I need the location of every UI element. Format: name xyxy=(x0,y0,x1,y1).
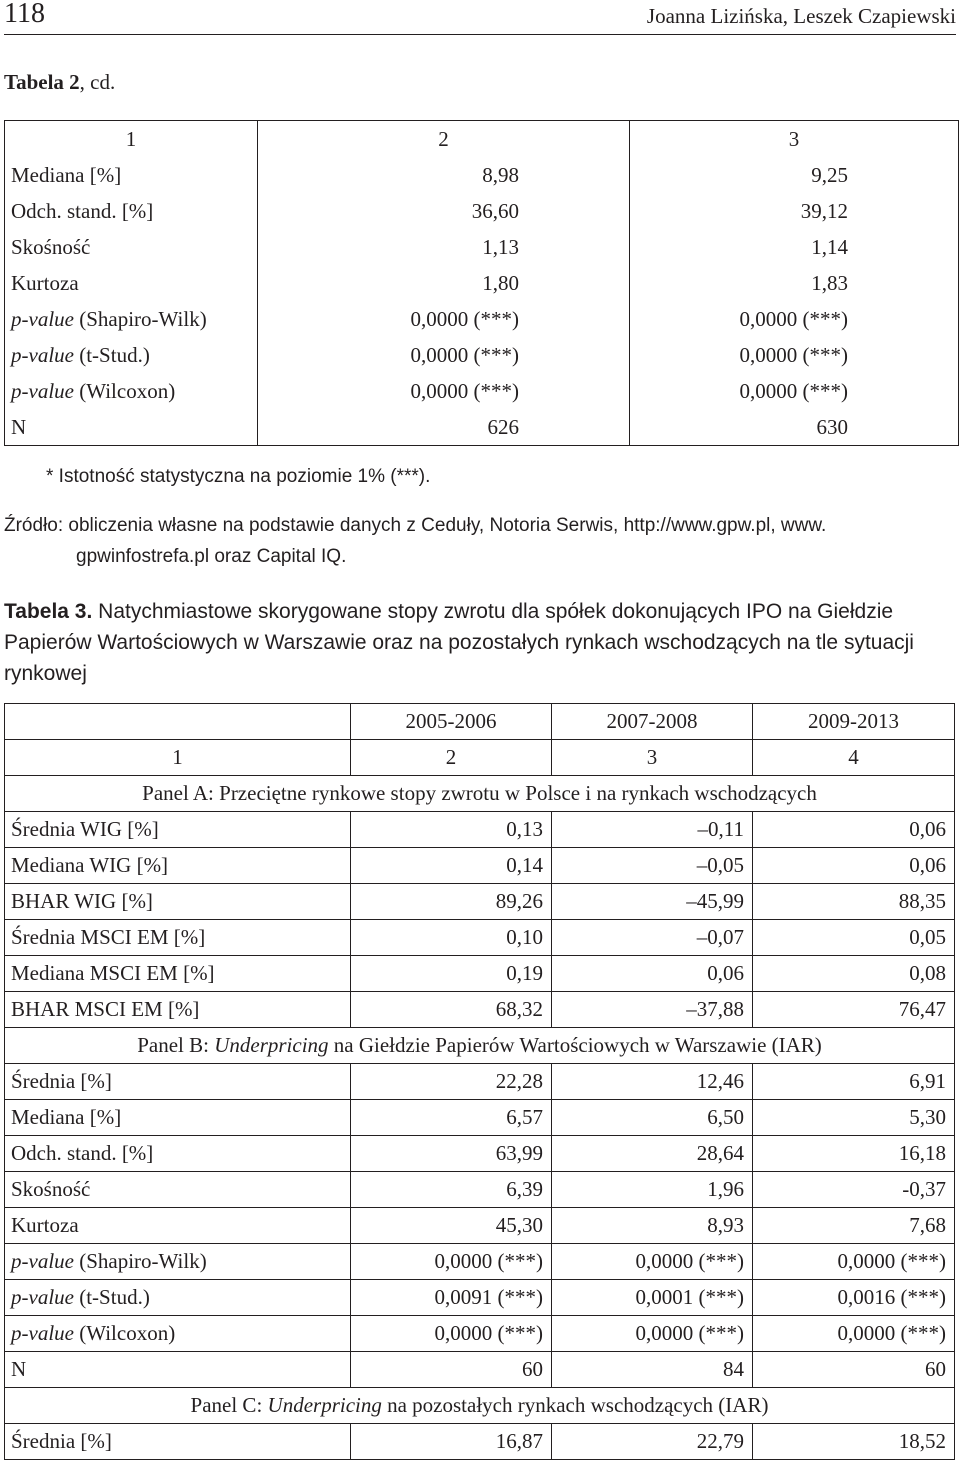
table3-row xyxy=(5,1352,955,1388)
value-cell: 60 xyxy=(753,1352,955,1388)
value-cell: –45,99 xyxy=(552,884,753,920)
row-label-text: Średnia [%] xyxy=(11,1069,112,1093)
row-label-italic: p-value xyxy=(11,378,74,403)
row-label xyxy=(5,920,351,956)
value-cell: 0,06 xyxy=(552,956,753,992)
table3-period-header xyxy=(5,704,351,740)
value-cell: 89,26 xyxy=(351,884,552,920)
table2-caption xyxy=(4,70,115,95)
source-line: Źródło: obliczenia własne na podstawie danych z Ceduły, Notoria Serwis, http://www.gpw.pl, www. xyxy=(4,515,827,536)
value-cell: 1,14 xyxy=(630,229,959,265)
table3-period-header: 2009-2013 xyxy=(753,704,955,740)
value-cell: 6,91 xyxy=(753,1064,955,1100)
table3-row xyxy=(5,992,955,1028)
row-label-italic: p-value xyxy=(11,1321,74,1345)
table2-caption-label: Tabela 2 xyxy=(4,70,80,94)
value-cell: 16,87 xyxy=(351,1424,552,1460)
value-cell: 0,0091 (***) xyxy=(351,1280,552,1316)
panel-b-title-part: Underpricing xyxy=(214,1033,329,1057)
row-label-italic: p-value xyxy=(11,1285,74,1309)
panel-a-header-row xyxy=(5,776,955,812)
value-cell: 7,68 xyxy=(753,1208,955,1244)
value-cell: 60 xyxy=(351,1352,552,1388)
running-head-authors: Joanna Lizińska, Leszek Czapiewski xyxy=(646,4,956,28)
table3-caption-label: Tabela 3. xyxy=(4,600,93,623)
row-label-text: (t-Stud.) xyxy=(73,342,150,367)
row-label-text: N xyxy=(11,1357,27,1381)
value-cell: 0,0000 (***) xyxy=(630,373,959,409)
row-label-text: Odch. stand. [%] xyxy=(11,1141,154,1165)
row-label-text: Kurtoza xyxy=(11,1213,79,1237)
table3-col-number-row xyxy=(5,740,955,776)
value-cell: 68,32 xyxy=(351,992,552,1028)
table3-row xyxy=(5,1244,955,1280)
row-label xyxy=(5,956,351,992)
value-cell: –0,11 xyxy=(552,812,753,848)
row-label xyxy=(5,1244,351,1280)
row-label-text: Mediana MSCI EM [%] xyxy=(11,961,215,985)
row-label xyxy=(5,848,351,884)
value-cell: 0,0000 (***) xyxy=(351,1316,552,1352)
table2-caption-rest: , cd. xyxy=(79,70,116,94)
panel-c-title xyxy=(5,1388,955,1424)
value-cell: 84 xyxy=(552,1352,753,1388)
table3-caption xyxy=(4,596,954,689)
panel-b-title xyxy=(5,1028,955,1064)
table3-row xyxy=(5,1208,955,1244)
value-cell: 0,0000 (***) xyxy=(258,373,630,409)
value-cell: -0,37 xyxy=(753,1172,955,1208)
value-cell: 36,60 xyxy=(258,193,630,229)
value-cell: 0,0000 (***) xyxy=(630,337,959,373)
row-label xyxy=(5,1316,351,1352)
row-label xyxy=(5,1100,351,1136)
value-cell: 0,0000 (***) xyxy=(258,337,630,373)
value-cell: 8,98 xyxy=(258,157,630,193)
table2-col-header: 1 xyxy=(5,121,258,158)
row-label-text: (Wilcoxon) xyxy=(73,1321,176,1345)
panel-c-header-row xyxy=(5,1388,955,1424)
value-cell: 0,10 xyxy=(351,920,552,956)
row-label-italic: p-value xyxy=(11,1249,74,1273)
row-label-text: Średnia WIG [%] xyxy=(11,817,159,841)
row-label-italic: p-value xyxy=(11,306,74,331)
row-label-text: Odch. stand. [%] xyxy=(11,198,154,223)
row-label-text: (Shapiro-Wilk) xyxy=(73,1249,207,1273)
panel-c-title-part: na pozostałych rynkach wschodzących (IAR) xyxy=(381,1393,769,1417)
table3-caption-text: Natychmiastowe skorygowane stopy zwrotu dla spółek dokonujących IPO na Giełdzie Papierów Wartościowych w Warszawie oraz na pozostałych rynkach wschodzących na tle sytuacji rynkowej xyxy=(4,600,914,685)
panel-b-title-part: na Giełdzie Papierów Wartościowych w Warszawie (IAR) xyxy=(328,1033,822,1057)
row-label xyxy=(5,1280,351,1316)
value-cell: 0,0000 (***) xyxy=(753,1244,955,1280)
row-label xyxy=(5,1424,351,1460)
value-cell: 0,0000 (***) xyxy=(258,301,630,337)
value-cell: 0,0000 (***) xyxy=(552,1316,753,1352)
value-cell: 18,52 xyxy=(753,1424,955,1460)
value-cell: 0,05 xyxy=(753,920,955,956)
value-cell: 0,0000 (***) xyxy=(753,1316,955,1352)
page-header xyxy=(4,0,956,32)
value-cell: 12,46 xyxy=(552,1064,753,1100)
row-label-text: BHAR WIG [%] xyxy=(11,889,153,913)
table3-row xyxy=(5,956,955,992)
row-label-text: Kurtoza xyxy=(11,270,79,295)
value-cell: 0,0000 (***) xyxy=(630,301,959,337)
value-cell: 8,93 xyxy=(552,1208,753,1244)
row-label xyxy=(5,1136,351,1172)
table2 xyxy=(4,120,959,446)
table3-row xyxy=(5,920,955,956)
table3-period-header: 2005-2006 xyxy=(351,704,552,740)
row-label xyxy=(5,337,258,373)
row-label-text: Mediana WIG [%] xyxy=(11,853,169,877)
row-label-text: Mediana [%] xyxy=(11,1105,122,1129)
value-cell: 630 xyxy=(630,409,959,446)
row-label xyxy=(5,1208,351,1244)
row-label xyxy=(5,193,258,229)
value-cell: 0,0000 (***) xyxy=(351,1244,552,1280)
value-cell: 626 xyxy=(258,409,630,446)
table2-row xyxy=(5,337,959,373)
row-label-text: Średnia MSCI EM [%] xyxy=(11,925,206,949)
table3-col-number: 3 xyxy=(552,740,753,776)
table2-row xyxy=(5,229,959,265)
table3-row xyxy=(5,1136,955,1172)
row-label-text: (Shapiro-Wilk) xyxy=(73,306,207,331)
table3-row xyxy=(5,884,955,920)
row-label xyxy=(5,157,258,193)
value-cell: –0,07 xyxy=(552,920,753,956)
value-cell: 6,50 xyxy=(552,1100,753,1136)
row-label-text: BHAR MSCI EM [%] xyxy=(11,997,200,1021)
table3-row xyxy=(5,1064,955,1100)
table3-period-header-row xyxy=(5,704,955,740)
table2-col-header: 3 xyxy=(630,121,959,158)
value-cell: 1,80 xyxy=(258,265,630,301)
value-cell: 0,0001 (***) xyxy=(552,1280,753,1316)
table3-row xyxy=(5,1316,955,1352)
row-label-italic: p-value xyxy=(11,342,74,367)
row-label-text: (t-Stud.) xyxy=(73,1285,150,1309)
header-rule xyxy=(4,34,956,35)
table2-col-header: 2 xyxy=(258,121,630,158)
row-label xyxy=(5,301,258,337)
table2-row xyxy=(5,157,959,193)
panel-a-title: Panel A: Przeciętne rynkowe stopy zwrotu w Polsce i na rynkach wschodzących xyxy=(5,776,955,812)
value-cell: 76,47 xyxy=(753,992,955,1028)
table3-period-header: 2007-2008 xyxy=(552,704,753,740)
value-cell: 5,30 xyxy=(753,1100,955,1136)
page-number: 118 xyxy=(4,0,45,29)
table2-header-row xyxy=(5,121,959,158)
row-label xyxy=(5,812,351,848)
row-label xyxy=(5,409,258,446)
value-cell: 6,57 xyxy=(351,1100,552,1136)
row-label-text: Średnia [%] xyxy=(11,1429,112,1453)
row-label xyxy=(5,884,351,920)
panel-c-title-part: Underpricing xyxy=(267,1393,382,1417)
value-cell: –0,05 xyxy=(552,848,753,884)
table2-significance-note: * Istotność statystyczna na poziomie 1% (***). xyxy=(46,466,431,487)
value-cell: –37,88 xyxy=(552,992,753,1028)
table2-row xyxy=(5,301,959,337)
row-label-text: Skośność xyxy=(11,234,91,259)
value-cell: 0,08 xyxy=(753,956,955,992)
value-cell: 88,35 xyxy=(753,884,955,920)
value-cell: 22,28 xyxy=(351,1064,552,1100)
value-cell: 0,0016 (***) xyxy=(753,1280,955,1316)
table3 xyxy=(4,703,955,1460)
value-cell: 0,0000 (***) xyxy=(552,1244,753,1280)
row-label-text: Mediana [%] xyxy=(11,162,122,187)
row-label xyxy=(5,992,351,1028)
table3-row xyxy=(5,1424,955,1460)
source-line: gpwinfostrefa.pl oraz Capital IQ. xyxy=(76,546,347,567)
value-cell: 6,39 xyxy=(351,1172,552,1208)
row-label xyxy=(5,373,258,409)
value-cell: 39,12 xyxy=(630,193,959,229)
row-label-text: (Wilcoxon) xyxy=(73,378,176,403)
table3-row xyxy=(5,1100,955,1136)
row-label-text: Skośność xyxy=(11,1177,91,1201)
row-label xyxy=(5,1064,351,1100)
table2-row xyxy=(5,373,959,409)
value-cell: 28,64 xyxy=(552,1136,753,1172)
value-cell: 1,96 xyxy=(552,1172,753,1208)
value-cell: 16,18 xyxy=(753,1136,955,1172)
value-cell: 45,30 xyxy=(351,1208,552,1244)
value-cell: 1,83 xyxy=(630,265,959,301)
table3-col-number: 2 xyxy=(351,740,552,776)
value-cell: 9,25 xyxy=(630,157,959,193)
table2-source xyxy=(4,510,954,572)
table3-row xyxy=(5,1280,955,1316)
table2-row xyxy=(5,409,959,446)
table3-col-number: 1 xyxy=(5,740,351,776)
value-cell: 0,13 xyxy=(351,812,552,848)
row-label xyxy=(5,265,258,301)
row-label-text: N xyxy=(11,414,27,439)
table2-row xyxy=(5,265,959,301)
value-cell: 1,13 xyxy=(258,229,630,265)
value-cell: 0,06 xyxy=(753,848,955,884)
panel-b-title-part: Panel B: xyxy=(137,1033,215,1057)
panel-b-header-row xyxy=(5,1028,955,1064)
value-cell: 22,79 xyxy=(552,1424,753,1460)
value-cell: 0,19 xyxy=(351,956,552,992)
value-cell: 0,06 xyxy=(753,812,955,848)
row-label xyxy=(5,1172,351,1208)
row-label xyxy=(5,1352,351,1388)
table3-row xyxy=(5,848,955,884)
panel-c-title-part: Panel C: xyxy=(190,1393,268,1417)
table3-row xyxy=(5,812,955,848)
value-cell: 63,99 xyxy=(351,1136,552,1172)
table3-row xyxy=(5,1172,955,1208)
value-cell: 0,14 xyxy=(351,848,552,884)
row-label xyxy=(5,229,258,265)
table2-row xyxy=(5,193,959,229)
table3-col-number: 4 xyxy=(753,740,955,776)
